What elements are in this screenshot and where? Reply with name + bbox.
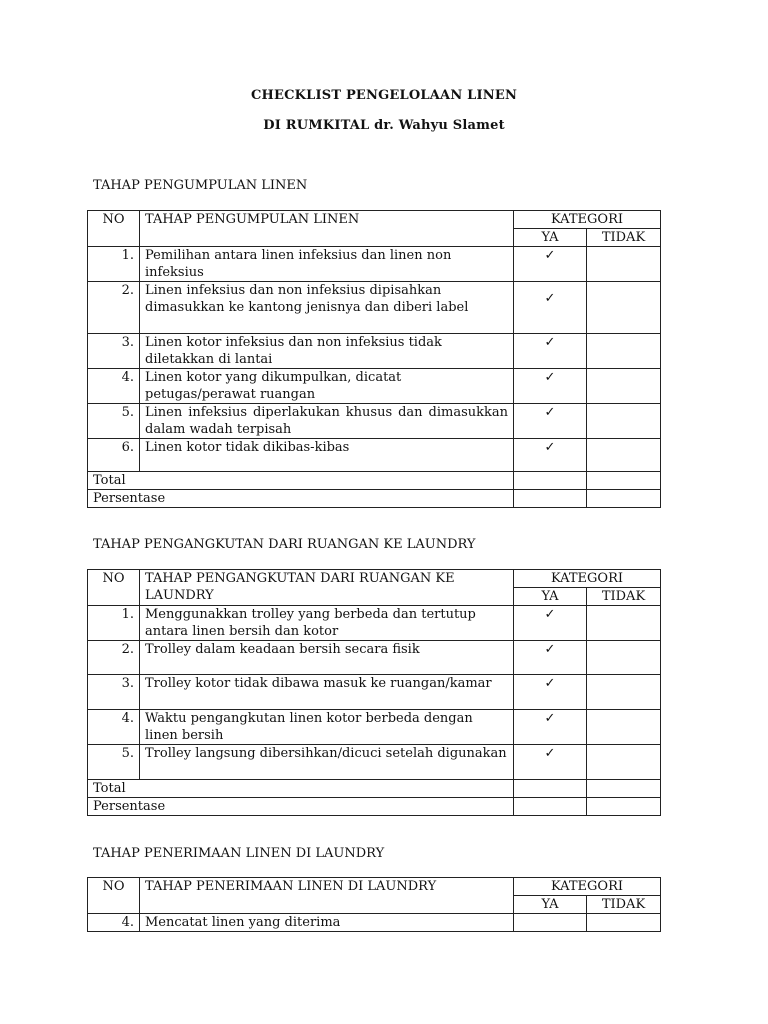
row-text: Mencatat linen yang diterima (140, 914, 514, 932)
row-number: 2. (88, 641, 140, 675)
tidak-cell (587, 334, 661, 369)
persentase-row (88, 798, 661, 816)
persentase-label: Persentase (88, 490, 514, 508)
ya-cell (514, 334, 587, 369)
row-number: 2. (88, 282, 140, 334)
check-icon: ✓ (544, 291, 556, 306)
section3-heading: TAHAP PENERIMAAN LINEN DI LAUNDRY (93, 846, 385, 861)
persentase-row (88, 490, 661, 508)
row-text: Linen infeksius diperlakukan khusus dan dimasukkan dalam wadah terpisah (140, 404, 514, 439)
total-row (88, 780, 661, 798)
tidak-cell (587, 641, 661, 675)
row-number: 4. (88, 710, 140, 745)
row-number: 4. (88, 914, 140, 932)
tidak-cell (587, 472, 661, 490)
tidak-cell (587, 710, 661, 745)
ya-cell (514, 404, 587, 439)
row-number: 5. (88, 745, 140, 780)
ya-cell (514, 369, 587, 404)
table-row (88, 247, 661, 282)
header-ya: YA (514, 896, 587, 914)
tidak-cell (587, 606, 661, 641)
row-number: 5. (88, 404, 140, 439)
row-text: Trolley langsung dibersihkan/dicuci setelah digunakan (140, 745, 514, 780)
ya-cell (514, 798, 587, 816)
row-text: Pemilihan antara linen infeksius dan linen non infeksius (140, 247, 514, 282)
check-icon: ✓ (544, 370, 556, 385)
persentase-label: Persentase (88, 798, 514, 816)
header-tahap: TAHAP PENGUMPULAN LINEN (140, 211, 514, 247)
ya-cell (514, 282, 587, 334)
row-text: Linen infeksius dan non infeksius dipisahkan dimasukkan ke kantong jenisnya dan diberi label (140, 282, 514, 334)
ya-cell (514, 247, 587, 282)
section1-table (87, 210, 661, 508)
table-row (88, 404, 661, 439)
table-row (88, 710, 661, 745)
check-icon: ✓ (544, 642, 556, 657)
table-row (88, 439, 661, 472)
header-tidak: TIDAK (587, 588, 661, 606)
tidak-cell (587, 439, 661, 472)
tidak-cell (587, 490, 661, 508)
check-icon: ✓ (544, 711, 556, 726)
check-icon: ✓ (544, 607, 556, 622)
document-subtitle: DI RUMKITAL dr. Wahyu Slamet (263, 118, 505, 133)
row-number: 4. (88, 369, 140, 404)
ya-cell (514, 490, 587, 508)
header-no: NO (88, 570, 140, 606)
table-row (88, 334, 661, 369)
ya-cell (514, 675, 587, 710)
table-row (88, 745, 661, 780)
row-number: 6. (88, 439, 140, 472)
header-ya: YA (514, 229, 587, 247)
ya-cell (514, 439, 587, 472)
header-tidak: TIDAK (587, 229, 661, 247)
row-text: Linen kotor tidak dikibas-kibas (140, 439, 514, 472)
total-label: Total (88, 472, 514, 490)
check-icon: ✓ (544, 440, 556, 455)
row-text: Linen kotor infeksius dan non infeksius tidak diletakkan di lantai (140, 334, 514, 369)
ya-cell (514, 745, 587, 780)
row-number: 1. (88, 606, 140, 641)
table-row (88, 606, 661, 641)
table-row (88, 914, 661, 932)
tidak-cell (587, 675, 661, 710)
tidak-cell (587, 798, 661, 816)
ya-cell (514, 780, 587, 798)
table-row (88, 641, 661, 675)
header-tahap: TAHAP PENERIMAAN LINEN DI LAUNDRY (140, 878, 514, 914)
header-no: NO (88, 878, 140, 914)
tidak-cell (587, 282, 661, 334)
total-label: Total (88, 780, 514, 798)
table-row (88, 675, 661, 710)
tidak-cell (587, 247, 661, 282)
check-icon: ✓ (544, 335, 556, 350)
tidak-cell (587, 914, 661, 932)
ya-cell (514, 710, 587, 745)
check-icon: ✓ (544, 248, 556, 263)
header-kategori: KATEGORI (514, 878, 661, 896)
section3-table (87, 877, 661, 932)
header-kategori: KATEGORI (514, 211, 661, 229)
section1-heading: TAHAP PENGUMPULAN LINEN (93, 178, 308, 193)
row-text: Waktu pengangkutan linen kotor berbeda dengan linen bersih (140, 710, 514, 745)
header-kategori: KATEGORI (514, 570, 661, 588)
ya-cell (514, 641, 587, 675)
ya-cell (514, 914, 587, 932)
row-number: 3. (88, 334, 140, 369)
ya-cell (514, 472, 587, 490)
tidak-cell (587, 404, 661, 439)
table-row (88, 369, 661, 404)
ya-cell (514, 606, 587, 641)
table-row (88, 282, 661, 334)
row-text: Linen kotor yang dikumpulkan, dicatat petugas/perawat ruangan (140, 369, 514, 404)
row-text: Menggunakkan trolley yang berbeda dan tertutup antara linen bersih dan kotor (140, 606, 514, 641)
header-tidak: TIDAK (587, 896, 661, 914)
section2-table (87, 569, 661, 816)
header-ya: YA (514, 588, 587, 606)
row-text: Trolley kotor tidak dibawa masuk ke ruangan/kamar (140, 675, 514, 710)
document-title: CHECKLIST PENGELOLAAN LINEN (250, 88, 518, 103)
check-icon: ✓ (544, 405, 556, 420)
check-icon: ✓ (544, 746, 556, 761)
total-row (88, 472, 661, 490)
section2-heading: TAHAP PENGANGKUTAN DARI RUANGAN KE LAUNDRY (93, 537, 476, 552)
tidak-cell (587, 369, 661, 404)
row-number: 1. (88, 247, 140, 282)
check-icon: ✓ (544, 676, 556, 691)
header-tahap: TAHAP PENGANGKUTAN DARI RUANGAN KE LAUNDRY (140, 570, 514, 606)
tidak-cell (587, 745, 661, 780)
row-number: 3. (88, 675, 140, 710)
row-text: Trolley dalam keadaan bersih secara fisik (140, 641, 514, 675)
tidak-cell (587, 780, 661, 798)
header-no: NO (88, 211, 140, 247)
